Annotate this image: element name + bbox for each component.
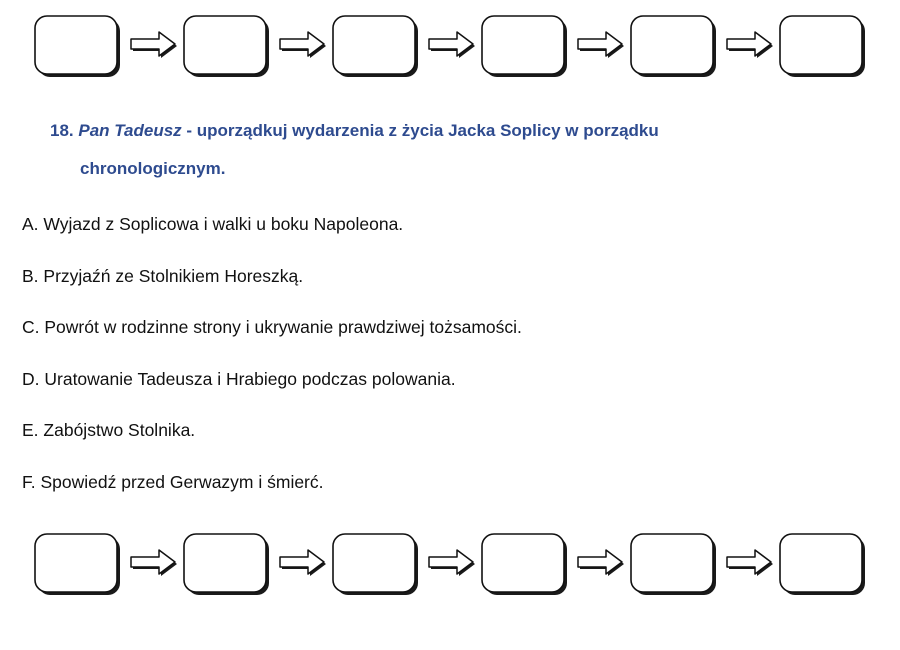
option-text: Przyjaźń ze Stolnikiem Horeszką.	[43, 265, 304, 286]
option-letter: D.	[22, 368, 40, 389]
answer-chain-bottom	[30, 528, 880, 598]
right-arrow-icon	[429, 32, 475, 58]
option-letter: B.	[22, 265, 39, 286]
option-a	[22, 207, 522, 259]
question-title: Pan Tadeusz	[78, 121, 182, 140]
option-text: Wyjazd z Soplicowa i walki u boku Napoleona.	[43, 214, 404, 234]
option-f	[22, 465, 522, 517]
right-arrow-icon	[727, 32, 773, 58]
answer-chain-top-svg	[30, 10, 880, 80]
right-arrow-icon	[429, 550, 475, 576]
option-letter: F.	[22, 471, 36, 492]
answer-box[interactable]	[482, 534, 564, 592]
answer-box[interactable]	[482, 16, 564, 74]
right-arrow-icon	[280, 32, 326, 58]
answer-box[interactable]	[631, 16, 713, 74]
option-text: Spowiedź przed Gerwazym i śmierć.	[40, 471, 324, 492]
answer-box[interactable]	[780, 16, 862, 74]
option-text: Uratowanie Tadeusza i Hrabiego podczas polowania.	[44, 368, 456, 389]
option-letter: E.	[22, 420, 39, 440]
question-text-line2: chronologicznym.	[80, 159, 226, 178]
answer-box[interactable]	[631, 534, 713, 592]
option-c	[22, 310, 522, 362]
right-arrow-icon	[280, 550, 326, 576]
option-text: Zabójstwo Stolnika.	[43, 420, 196, 440]
option-b	[22, 259, 522, 311]
question-heading	[50, 112, 850, 188]
answer-box[interactable]	[184, 16, 266, 74]
answer-box[interactable]	[35, 534, 117, 592]
right-arrow-icon	[131, 550, 177, 576]
answer-box[interactable]	[184, 534, 266, 592]
option-e	[22, 413, 522, 465]
option-d	[22, 362, 522, 414]
question-text-line1: - uporządkuj wydarzenia z życia Jacka Soplicy w porządku	[181, 121, 659, 140]
right-arrow-icon	[578, 32, 624, 58]
answer-box[interactable]	[333, 16, 415, 74]
option-letter: C.	[22, 317, 40, 337]
event-options-list	[22, 207, 522, 516]
answer-chain-top	[30, 10, 880, 80]
answer-box[interactable]	[35, 16, 117, 74]
right-arrow-icon	[578, 550, 624, 576]
right-arrow-icon	[727, 550, 773, 576]
answer-box[interactable]	[780, 534, 862, 592]
option-letter: A.	[22, 214, 39, 234]
question-number: 18.	[50, 121, 74, 140]
right-arrow-icon	[131, 32, 177, 58]
answer-box[interactable]	[333, 534, 415, 592]
option-text: Powrót w rodzinne strony i ukrywanie prawdziwej tożsamości.	[44, 317, 522, 337]
answer-chain-bottom-svg	[30, 528, 880, 598]
